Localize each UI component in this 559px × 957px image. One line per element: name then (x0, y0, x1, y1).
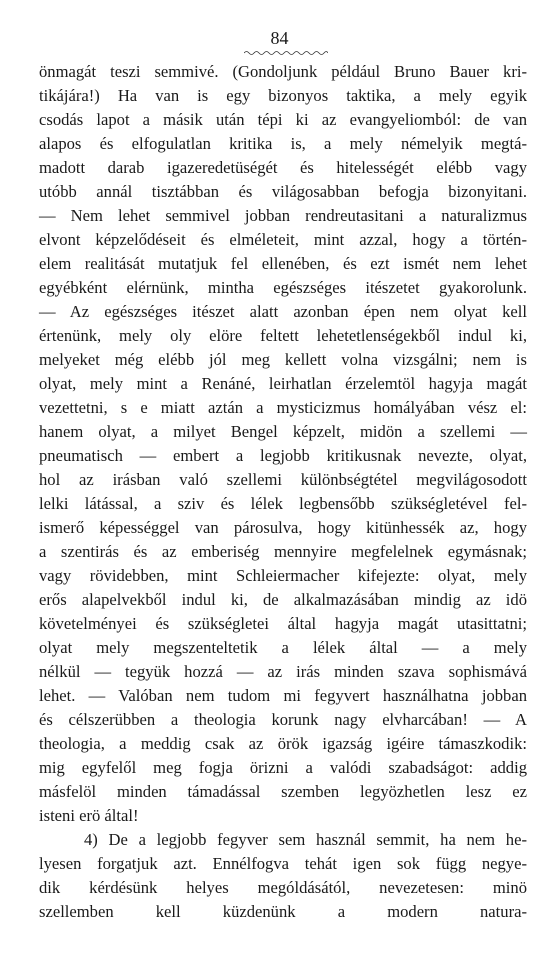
text-line: vagy rövidebben, mint Schleiermacher kifejezte: olyat, mely (39, 566, 527, 585)
text-line: elvont képzelődéseit és elméleteit, mint azzal, hogy a történ- (39, 230, 527, 249)
text-line: erős alapelvekből indul ki, de alkalmazásában mindig az idö (39, 590, 527, 609)
text-line: csodás lapot a másik után tépi ki az evangyeliomból: de van (39, 110, 527, 129)
text-line: hanem olyat, a milyet Bengel képzelt, midön a szellemi — (39, 422, 527, 441)
text-line: ismerő képességgel van párosulva, hogy kitünhessék az, hogy (39, 518, 527, 537)
text-line: lelki látással, a sziv és lélek legbensőbb szükségletével fel- (39, 494, 527, 513)
text-line: alapos és elfogulatlan kritika is, a mely némelyik megtá- (39, 134, 527, 153)
text-line: önmagát teszi semmivé. (Gondoljunk például Bruno Bauer kri- (39, 62, 527, 81)
text-line: dik kérdésünk helyes mególdásától, nevezetesen: minö (39, 878, 527, 897)
page-number: 84 (270, 28, 289, 48)
text-line: lyesen forgatjuk azt. Ennélfogva tehát igen sok függ negye- (39, 854, 527, 873)
text-line: nélkül — tegyük hozzá — az irás minden szava sophismává (39, 662, 527, 681)
text-line: másfelöl minden támadással szemben legyözhetlen lesz ez (39, 782, 527, 801)
text-line: — Nem lehet semmivel jobban rendreutasitani a naturalizmus (39, 206, 527, 225)
text-line: lehet. — Valóban nem tudom mi fegyvert használhatna jobban (39, 686, 527, 705)
text-line: olyat mely megszenteltetik a lélek által — a mely (39, 638, 527, 657)
text-line: mig egyfelől meg fogja örizni a valódi szabadságot: addig (39, 758, 527, 777)
text-line: tikájára!) Ha van is egy bizonyos taktika, a mely egyik (39, 86, 527, 105)
text-line: theologia, a meddig csak az örök igazság igéire támaszkodik: (39, 734, 527, 753)
page-number-ornament (244, 50, 328, 56)
text-line: követelményei és szükségletei által hagyja magát utasittatni; (39, 614, 527, 633)
text-line: madott darab igazeredetüségét és hitelességét elébb vagy (39, 158, 527, 177)
text-line: vezettetni, s e miatt aztán a mysticizmus homályában vész el: (39, 398, 527, 417)
text-line: elem realitását mutatjuk fel ellenében, és ezt ismét nem lehet (39, 254, 527, 273)
text-line: 4) De a legjobb fegyver sem használ semmit, ha nem he- (84, 830, 527, 849)
text-line: hol az irásban való szellemi különbségtétel megvilágosodott (39, 470, 527, 489)
text-line: értenünk, mely oly elöre feltett lehetetlenségekből indul ki, (39, 326, 527, 345)
text-line: és célszerübben a theologia korunk nagy elvharcában! — A (39, 710, 527, 729)
text-line: a szentirás és az emberiség mennyire megfelelnek egymásnak; (39, 542, 527, 561)
text-line: melyeket még elébb jól meg kellett volna vizsgálni; nem is (39, 350, 527, 369)
text-line: utóbb annál tisztábban és világosabban befogja bizonyitani. (39, 182, 527, 201)
text-line: isteni erö által! (39, 806, 139, 825)
text-line: olyat, mely mint a Renáné, leirhatlan érzelemtöl hagyja magát (39, 374, 527, 393)
text-line: egyébként elérnünk, mintha egészséges itészetet gyakorolunk. (39, 278, 527, 297)
body-text (39, 60, 527, 924)
text-line: szellemben kell küzdenünk a modern natura- (39, 902, 527, 921)
text-line: — Az egészséges itészet alatt azonban épen nem olyat kell (39, 302, 527, 321)
text-line: pneumatisch — embert a legjobb kritikusnak nevezte, olyat, (39, 446, 527, 465)
